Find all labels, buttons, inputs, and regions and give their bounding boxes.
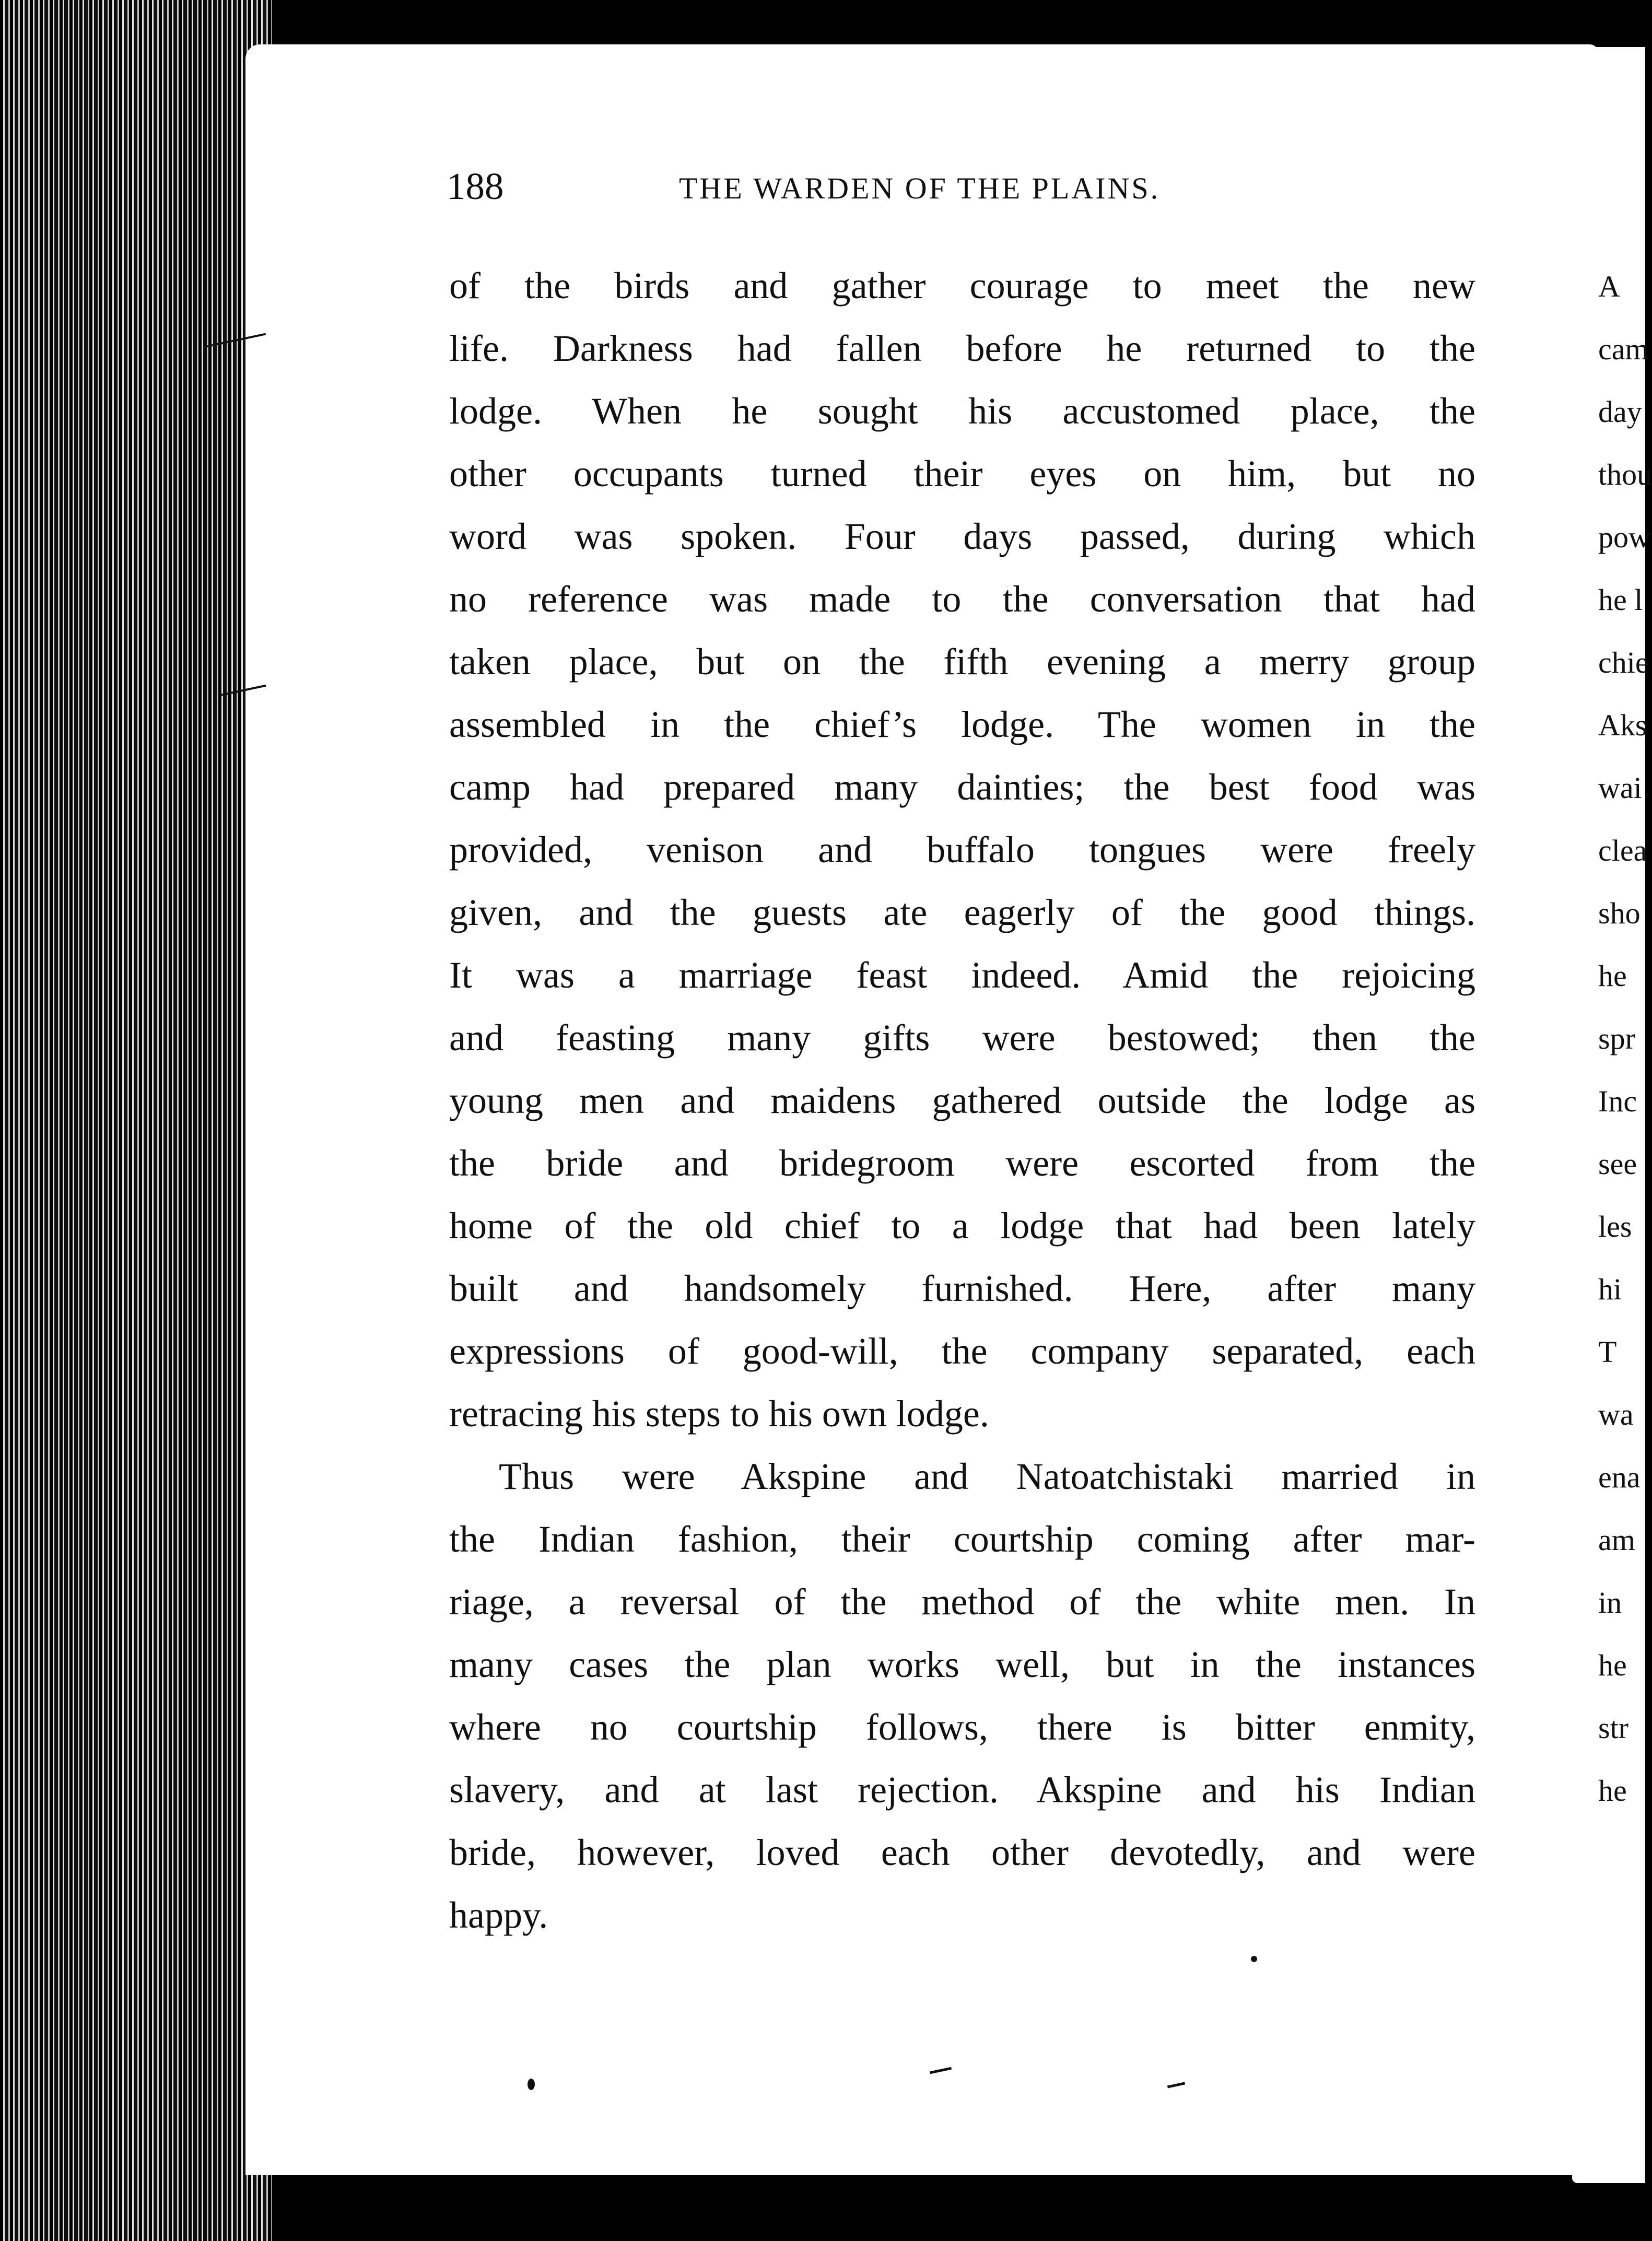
body-line: of the birds and gather courage to meet the new [449, 265, 1475, 307]
body-line: no reference was made to the conversation that had [449, 578, 1475, 620]
body-line: life. Darkness had fallen before he returned to the [449, 327, 1475, 369]
facing-fragment: les [1598, 1210, 1632, 1243]
facing-fragment: wai [1598, 771, 1642, 805]
facing-fragment: he [1598, 1648, 1627, 1682]
body-line: given, and the guests ate eagerly of the good things. [449, 891, 1475, 933]
body-line: the bride and bridegroom were escorted from the [449, 1142, 1475, 1184]
book-title: THE WARDEN OF THE PLAINS. [679, 171, 1161, 205]
facing-fragment: Inc [1598, 1084, 1637, 1118]
facing-fragment: Aks [1598, 708, 1647, 742]
body-line: lodge. When he sought his accustomed place, the [449, 390, 1475, 432]
facing-fragment: clea [1598, 834, 1647, 867]
facing-fragment: chie [1598, 646, 1649, 679]
facing-fragment: see [1598, 1147, 1637, 1181]
page-number: 188 [447, 165, 504, 207]
facing-fragment: pow [1598, 520, 1650, 554]
body-line: taken place, but on the fifth evening a merry group [449, 641, 1475, 683]
body-line: bride, however, loved each other devotedly, and were [449, 1832, 1475, 1873]
body-line: word was spoken. Four days passed, during which [449, 515, 1475, 557]
facing-fragment: he [1598, 1774, 1627, 1808]
facing-fragment: A [1598, 269, 1620, 303]
body-line: expressions of good-will, the company separated, each [449, 1330, 1475, 1372]
body-line: the Indian fashion, their courtship coming after mar- [449, 1518, 1475, 1560]
facing-fragment: str [1598, 1711, 1628, 1745]
facing-fragment: ena [1598, 1460, 1641, 1494]
body-line: riage, a reversal of the method of the white men. In [449, 1581, 1475, 1623]
body-line: assembled in the chief’s lodge. The women in the [449, 703, 1475, 745]
scanned-binding-edge [0, 0, 272, 2241]
body-line: home of the old chief to a lodge that had been lately [449, 1205, 1475, 1247]
body-line: camp had prepared many dainties; the best food was [449, 766, 1475, 808]
facing-fragment: in [1598, 1586, 1622, 1620]
facing-fragment: day [1598, 395, 1642, 429]
facing-fragment: wa [1598, 1398, 1634, 1432]
facing-fragment: he l [1598, 583, 1643, 617]
facing-fragment: spr [1598, 1022, 1635, 1055]
body-line: retracing his steps to his own lodge. [449, 1393, 989, 1435]
running-header [447, 165, 1277, 206]
body-line: young men and maidens gathered outside the lodge as [449, 1080, 1475, 1121]
body-line: and feasting many gifts were bestowed; then the [449, 1017, 1475, 1059]
body-line: It was a marriage feast indeed. Amid the rejoicing [449, 954, 1475, 996]
body-line: provided, venison and buffalo tongues were freely [449, 829, 1475, 871]
facing-fragment: am [1598, 1523, 1635, 1557]
body-line: other occupants turned their eyes on him, but no [449, 453, 1475, 495]
body-line: many cases the plan works well, but in the instances [449, 1644, 1475, 1685]
ink-speck [1251, 1956, 1257, 1962]
facing-fragment: thou [1598, 457, 1652, 491]
facing-fragment: T [1598, 1335, 1617, 1369]
body-line: built and handsomely furnished. Here, after many [449, 1268, 1475, 1309]
facing-fragment: sho [1598, 896, 1641, 930]
ink-speck [528, 2079, 535, 2090]
body-line: happy. [449, 1894, 548, 1936]
facing-fragment: hi [1598, 1272, 1622, 1306]
body-line: slavery, and at last rejection. Akspine and his Indian [449, 1769, 1475, 1811]
facing-fragment: he [1598, 959, 1627, 993]
facing-fragment: cam [1598, 332, 1649, 366]
body-line: where no courtship follows, there is bitter enmity, [449, 1706, 1475, 1748]
paragraph-start-line: Thus were Akspine and Natoatchistaki married in [499, 1456, 1475, 1497]
